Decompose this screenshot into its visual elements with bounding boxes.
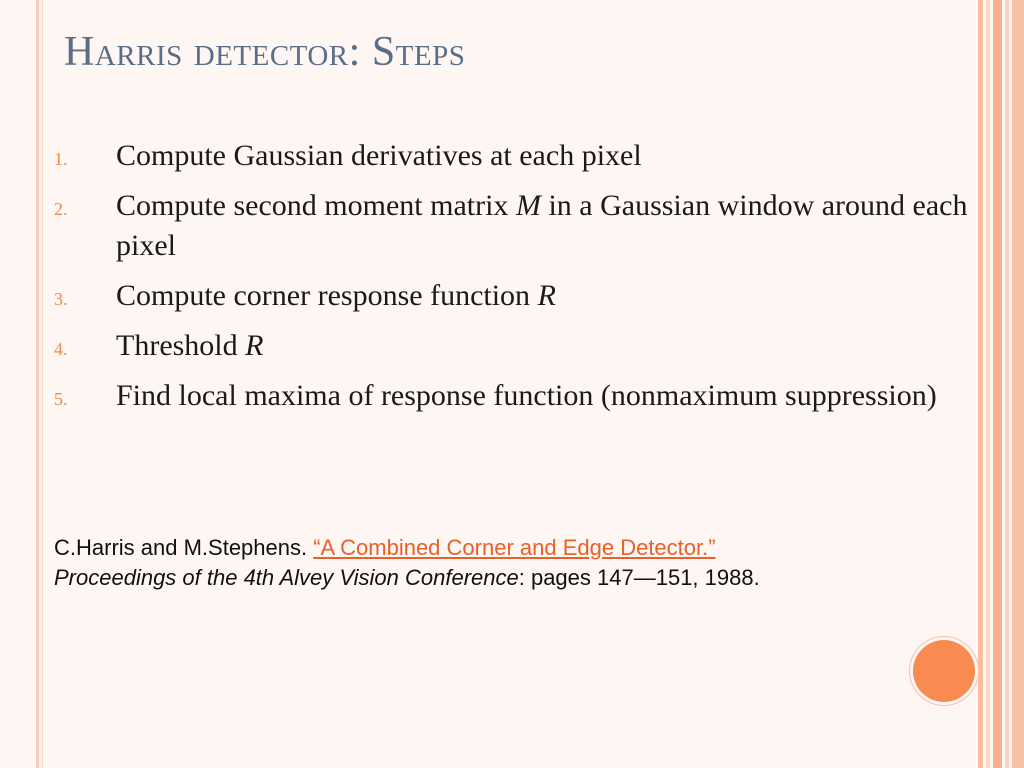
list-item bbox=[54, 276, 974, 316]
reference-pages: : pages 147—151, 1988. bbox=[518, 565, 760, 590]
left-frame-line bbox=[36, 0, 39, 768]
reference-title-link[interactable]: “A Combined Corner and Edge Detector.” bbox=[313, 535, 716, 560]
step-number: 1. bbox=[54, 149, 68, 169]
step-text: Compute Gaussian derivatives at each pixel bbox=[116, 139, 642, 172]
slide-title: Harris detector: Steps bbox=[64, 29, 466, 75]
list-item bbox=[54, 186, 974, 266]
step-text: Find local maxima of response function (nonmaximum suppression) bbox=[116, 379, 937, 412]
reference-citation bbox=[54, 533, 974, 593]
step-variable: R bbox=[245, 329, 264, 362]
step-variable: M bbox=[515, 189, 541, 222]
orange-circle-icon[interactable] bbox=[913, 640, 975, 702]
steps-list bbox=[54, 136, 974, 426]
stripe bbox=[1012, 0, 1024, 768]
stripe bbox=[986, 0, 990, 768]
step-text: Compute second moment matrix bbox=[116, 189, 516, 222]
stripe bbox=[978, 0, 983, 768]
list-item bbox=[54, 136, 974, 176]
step-number: 3. bbox=[54, 289, 68, 309]
step-text: Compute corner response function bbox=[116, 279, 538, 312]
reference-authors: C.Harris and M.Stephens. bbox=[54, 535, 314, 560]
stripe bbox=[993, 0, 1002, 768]
step-number: 4. bbox=[54, 339, 68, 359]
step-number: 2. bbox=[54, 199, 68, 219]
list-item bbox=[54, 326, 974, 366]
step-text-suffix: in a Gaussian window around each pixel bbox=[116, 189, 975, 262]
left-frame-inner-line bbox=[42, 0, 43, 768]
step-text: Threshold bbox=[116, 329, 246, 362]
list-item bbox=[54, 376, 974, 416]
step-variable: R bbox=[537, 279, 556, 312]
step-number: 5. bbox=[54, 389, 68, 409]
reference-venue: Proceedings of the 4th Alvey Vision Conference bbox=[54, 565, 519, 590]
stripe bbox=[1005, 0, 1009, 768]
